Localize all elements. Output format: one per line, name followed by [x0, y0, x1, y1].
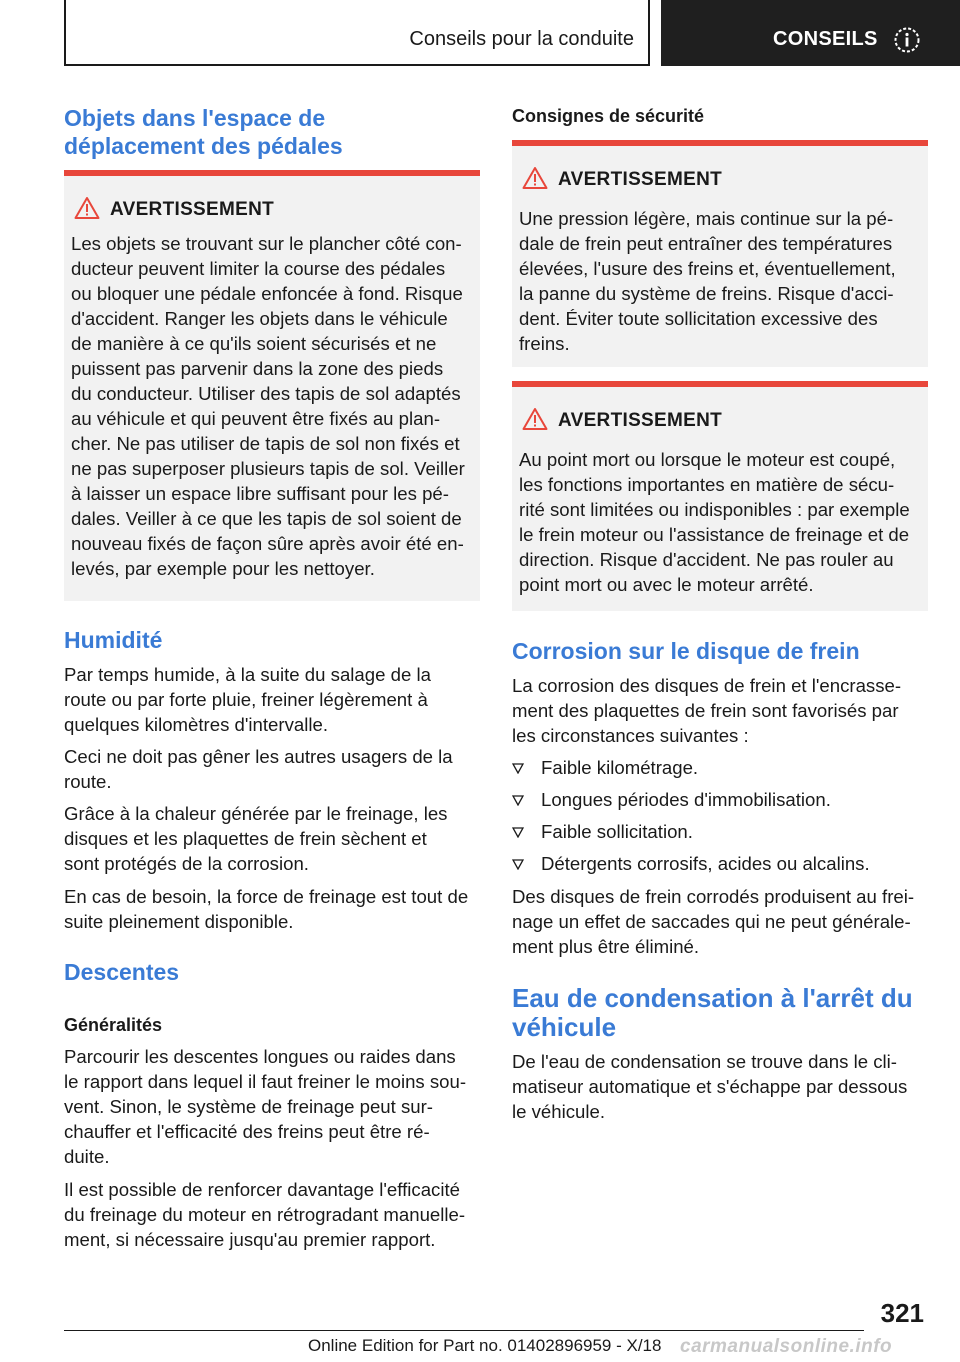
descents-paragraph-2: Il est possible de renforcer davantage l'efficacité du freinage du moteur en rétrogradant manuelle‐ ment, si nécessaire jusqu'au premier rapport.: [64, 1179, 466, 1250]
header-chapter-title: CONSEILS: [773, 28, 878, 50]
objects-section-title: Objets dans l'espace de déplacement des pédales: [64, 105, 343, 159]
condensation-paragraph-1: De l'eau de condensation se trouve dans le cli‐ matiseur automatique et s'échappe par dessous le véhicule.: [512, 1051, 908, 1122]
corrosion-paragraph-1: La corrosion des disques de frein et l'encrasse‐ ment des plaquettes de frein sont favorisés par les circonstances suivantes :: [512, 675, 902, 746]
warning-triangle-icon: [522, 407, 548, 431]
info-icon: [894, 27, 920, 53]
page-header: [64, 0, 960, 66]
warning-box-pedals: [64, 170, 480, 601]
triangle-bullet-icon: [512, 826, 524, 838]
warning-box-brake-pressure: [512, 140, 928, 367]
triangle-bullet-icon: [512, 762, 524, 774]
warning-triangle-icon: [74, 196, 100, 220]
corrosion-paragraph-2: Des disques de frein corrodés produisent au frei‐ nage un effet de saccades qui ne peut générale‐ ment plus être éliminé.: [512, 886, 915, 957]
humidity-title: Humidité: [64, 627, 163, 653]
warning-box-neutral: [512, 381, 928, 611]
condensation-title: Eau de condensation à l'arrêt du véhicule: [512, 983, 913, 1042]
warning-text: Une pression légère, mais continue sur la pé‐ dale de frein peut entraîner des températures élevées, l'usure des freins et, éventuellement, la panne du système de freins. Risque d'acci‐ dent. Éviter toute sollicitation excessive des freins.: [519, 208, 896, 354]
warning-title: AVERTISSEMENT: [110, 199, 275, 220]
footer-edition: Online Edition for Part no. 01402896959 - X/18: [308, 1336, 662, 1355]
watermark: carmanualsonline.info: [680, 1336, 893, 1357]
warning-triangle-icon: [522, 166, 548, 190]
warning-title: AVERTISSEMENT: [558, 410, 723, 431]
warning-text: Les objets se trouvant sur le plancher côté con‐ ducteur peuvent limiter la course des pédales ou bloquer une pédale enfoncée à fond. Risque d'accident. Ranger les objets dans le véhicule de manière à ce qu'ils soient sécurisés et ne puissent pas parvenir dans la zone des pieds du conducteur. Utiliser des tapis de sol adaptés au véhicule et qui peuvent être fixés au plan‐ cher. Ne pas utiliser de tapis de sol non fixés et ne pas superposer plusieurs tapis de sol. Veiller à laisser un espace libre suffisant pour les pé‐ dales. Veiller à ce que les tapis de sol soient de nouveau fixés de façon sûre après avoir été en‐ levés, par exemple pour les nettoyer.: [71, 233, 465, 579]
humidity-paragraph-2: Ceci ne doit pas gêner les autres usagers de la route.: [64, 746, 453, 792]
page-number: 321: [880, 1298, 924, 1328]
triangle-bullet-icon: [512, 794, 524, 806]
safety-title: Consignes de sécurité: [512, 106, 705, 126]
corrosion-title: Corrosion sur le disque de frein: [512, 638, 860, 664]
humidity-paragraph-4: En cas de besoin, la force de freinage est tout de suite pleinement disponible.: [64, 886, 469, 932]
humidity-paragraph-1: Par temps humide, à la suite du salage de la route ou par forte pluie, freiner légèrement à quelques kilomètres d'intervalle.: [64, 664, 431, 735]
descents-paragraph-1: Parcourir les descentes longues ou raides dans le rapport dans lequel il faut freiner le moins sou‐ vent. Sinon, le système de freinage peut sur‐ chauffer et l'efficacité des freins peut être ré‐ duite.: [64, 1046, 467, 1167]
warning-text: Au point mort ou lorsque le moteur est coupé, les fonctions importantes en matière de sécu‐ rité sont limitées ou indisponibles : par exemple le frein moteur ou l'assistance de freinage et de direction. Risque d'accident. Ne pas rouler au point mort ou avec le moteur arrêté.: [519, 449, 910, 595]
generalities-title: Généralités: [64, 1015, 163, 1035]
humidity-paragraph-3: Grâce à la chaleur générée par le freinage, les disques et les plaquettes de frein sèchent et sont protégés de la corrosion.: [64, 803, 448, 874]
warning-title: AVERTISSEMENT: [558, 169, 723, 190]
descents-title: Descentes: [64, 959, 180, 985]
footer-divider: [64, 1330, 864, 1331]
header-section-title: Conseils pour la conduite: [409, 28, 634, 50]
triangle-bullet-icon: [512, 858, 524, 870]
header-section-box: [64, 0, 650, 66]
header-chapter-box: [661, 0, 960, 66]
